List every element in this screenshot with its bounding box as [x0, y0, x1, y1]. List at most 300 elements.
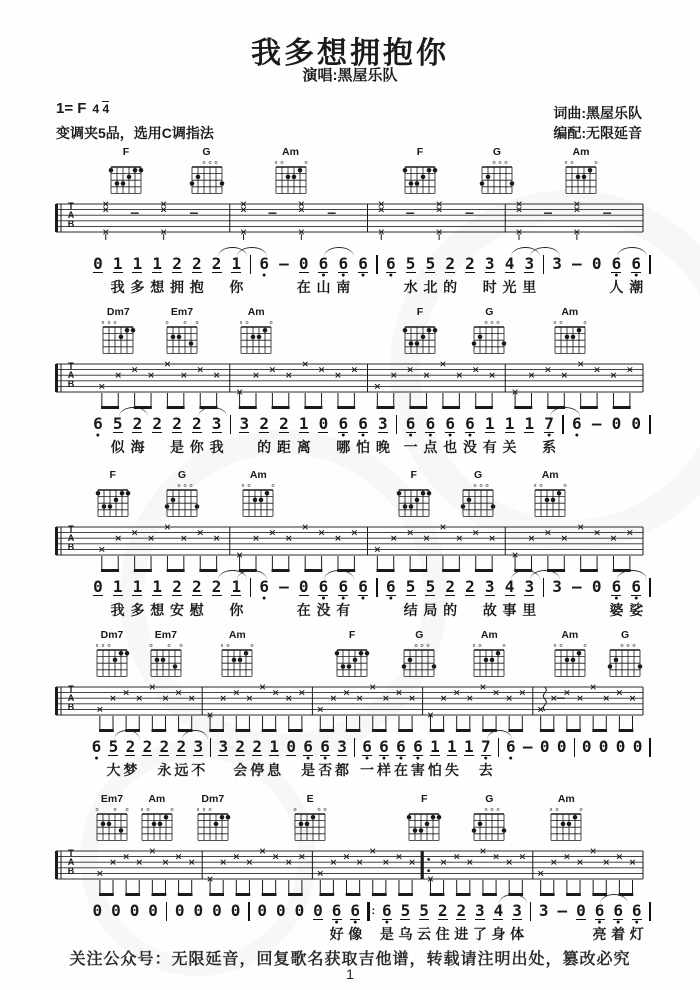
svg-text:o: o — [177, 483, 181, 489]
chord-name: Am — [282, 146, 299, 158]
lyric-char — [572, 926, 591, 944]
note-number: 0 — [93, 254, 103, 273]
note-number: 6 — [405, 414, 416, 433]
chord — [102, 147, 150, 201]
octave-dot: ● — [262, 595, 267, 602]
svg-text:x: x — [549, 807, 553, 813]
svg-text:x: x — [564, 160, 568, 166]
note-number: 0 — [581, 737, 592, 756]
tab-staff — [0, 201, 700, 253]
barline — [210, 738, 211, 757]
melody-token — [539, 415, 559, 457]
note-number: 2 — [152, 414, 163, 433]
lyric-char: 息 — [267, 762, 282, 778]
note-number: 1 — [447, 737, 457, 756]
svg-text:o: o — [559, 643, 563, 649]
svg-text:o: o — [271, 483, 275, 489]
lyric-char: 不 — [191, 762, 206, 778]
melody-token — [207, 578, 227, 620]
melody-token — [401, 415, 421, 457]
octave-dot: ● — [415, 755, 421, 762]
lyric-char: 里 — [522, 279, 537, 295]
chord-row — [0, 792, 700, 850]
note-number: 6 — [331, 901, 342, 920]
note-number: 6 — [631, 254, 642, 273]
note-number: — — [279, 577, 289, 596]
lyric-char: 海 — [130, 439, 145, 455]
melody-token — [471, 902, 490, 944]
note-number: 0 — [631, 414, 642, 433]
melody-token — [440, 415, 460, 457]
measure-barline — [246, 255, 254, 279]
note-number: 5 — [400, 901, 411, 920]
note-number: 3 — [524, 577, 535, 596]
melody-token — [88, 902, 107, 944]
melody-token — [190, 738, 207, 780]
note-number: 3 — [538, 901, 549, 920]
lyric-char: 远 — [174, 762, 189, 778]
chord-diagram — [543, 805, 589, 843]
lyric-char: 否 — [318, 762, 333, 778]
chord-diagram — [329, 641, 375, 679]
melody-token — [460, 578, 480, 620]
octave-dot: ● — [95, 432, 100, 439]
lyric-char — [107, 926, 126, 944]
lyric-char: 身 — [491, 926, 506, 942]
svg-text:o: o — [113, 807, 117, 813]
svg-text:o: o — [502, 643, 506, 649]
note-number: 0 — [615, 737, 626, 756]
melody-token — [167, 415, 187, 457]
lyric-char: 南 — [336, 279, 351, 295]
svg-text:o: o — [183, 320, 187, 326]
svg-text:o: o — [478, 643, 482, 649]
melody-token — [578, 738, 595, 780]
note-number: 2 — [191, 414, 202, 433]
melody-token — [274, 415, 294, 457]
svg-text:o: o — [269, 320, 273, 326]
lyric-char: 亮 — [592, 926, 607, 942]
lyric-char: 在 — [296, 602, 311, 618]
chord-diagram — [474, 158, 520, 196]
octave-dot: ● — [341, 595, 346, 602]
svg-text:T: T — [68, 848, 74, 858]
melody-token — [88, 578, 108, 620]
note-number: 5 — [405, 577, 416, 596]
tab-staff — [0, 848, 700, 900]
note-number: 6 — [386, 254, 396, 273]
chord-name: Am — [541, 469, 559, 481]
melody-token — [612, 738, 629, 780]
lyric-char: 哪 — [336, 439, 351, 455]
note-number: 6 — [572, 414, 582, 433]
note-number: 6 — [505, 737, 516, 756]
note-number: 6 — [465, 414, 475, 433]
chord — [286, 794, 334, 848]
barline — [166, 902, 167, 921]
octave-dot: ● — [341, 272, 346, 279]
note-number: 3 — [239, 414, 250, 433]
melody-token — [626, 578, 646, 620]
svg-text:o: o — [167, 643, 171, 649]
note-number: 3 — [552, 254, 562, 273]
note-number: 6 — [259, 254, 269, 273]
chord-diagram — [233, 318, 279, 356]
svg-text:o: o — [539, 483, 543, 489]
lyric-char: 一 — [360, 762, 375, 778]
melody-token — [314, 255, 334, 297]
melody-token — [440, 255, 460, 297]
chord-diagram — [95, 318, 141, 356]
note-number: 1 — [231, 577, 242, 596]
lyric-char: 多 — [130, 602, 145, 618]
note-number: 2 — [465, 254, 475, 273]
melody-token — [572, 902, 591, 944]
key-signature: 1= F — [56, 100, 87, 117]
svg-text:o: o — [107, 643, 111, 649]
lyric-char: 你 — [229, 602, 244, 618]
chord — [465, 307, 513, 361]
tab-staff — [0, 684, 700, 736]
barline — [649, 255, 650, 274]
octave-dot: ● — [360, 595, 366, 602]
lyric-char: 没 — [462, 439, 477, 455]
melody-token — [274, 578, 294, 620]
lyric-char: 里 — [522, 602, 537, 618]
melody-token — [629, 738, 646, 780]
lyric-char — [460, 279, 480, 297]
lyric-char — [253, 926, 272, 944]
melody-row — [0, 409, 700, 457]
system-5 — [0, 792, 700, 952]
svg-text:o: o — [583, 643, 587, 649]
svg-text:x: x — [533, 483, 537, 489]
lyric-char: 人 — [609, 279, 624, 295]
svg-text:o: o — [146, 807, 150, 813]
system-1 — [0, 145, 700, 305]
svg-text:A: A — [67, 857, 75, 867]
melody-token — [108, 255, 128, 297]
melody-token — [480, 255, 500, 297]
note-number: 3 — [211, 414, 222, 433]
chord — [473, 147, 521, 201]
lyric-char: 系 — [542, 439, 557, 455]
chord-diagram — [396, 641, 442, 679]
lyric-char — [353, 279, 373, 297]
chord-name: F — [410, 469, 417, 481]
note-number: 0 — [632, 737, 643, 756]
lyric-char — [226, 926, 245, 944]
lyric-char — [88, 439, 108, 457]
measure-barline — [646, 738, 654, 762]
note-number: 6 — [611, 254, 622, 273]
note-number: — — [279, 254, 289, 273]
note-number: — — [591, 414, 602, 433]
svg-text:o: o — [484, 320, 488, 326]
svg-text:o: o — [245, 320, 249, 326]
melody-token — [607, 415, 627, 457]
melody-token — [627, 902, 646, 944]
note-number: 6 — [350, 901, 361, 920]
credit-words: 词曲:黑屋乐队 — [553, 105, 642, 121]
measure-barline — [570, 738, 578, 762]
lyric-char — [271, 926, 290, 944]
note-number: 1 — [132, 577, 143, 596]
lyric-char: 光 — [502, 279, 517, 295]
octave-dot: ● — [360, 432, 366, 439]
melody-token — [187, 415, 207, 457]
svg-text:o: o — [484, 807, 488, 813]
svg-text:o: o — [504, 160, 508, 166]
svg-text:x: x — [107, 320, 111, 326]
svg-text:x: x — [95, 643, 99, 649]
melody-token — [567, 578, 587, 620]
melody-token — [440, 578, 460, 620]
note-number: 4 — [493, 901, 504, 920]
chord-diagram — [466, 318, 512, 356]
lyric-char — [283, 762, 300, 780]
melody-token — [147, 255, 167, 297]
chord — [546, 307, 594, 361]
lyric-char: 多 — [130, 279, 145, 295]
lyric-char: 离 — [296, 439, 311, 455]
chord — [189, 794, 237, 848]
note-number: 2 — [456, 901, 467, 920]
note-number: 6 — [338, 414, 349, 433]
svg-text:B: B — [67, 866, 75, 876]
melody-token — [587, 255, 607, 297]
melody-token — [553, 738, 570, 780]
melody-token — [187, 578, 207, 620]
chord-name: Dm7 — [201, 793, 225, 805]
melody-token — [125, 902, 144, 944]
svg-text:o: o — [303, 160, 308, 166]
svg-text:A: A — [67, 210, 75, 220]
note-number: 6 — [93, 414, 103, 433]
lyric-char — [144, 926, 163, 944]
melody-token — [290, 902, 309, 944]
note-number: 2 — [172, 577, 182, 596]
chord — [396, 307, 444, 361]
lyric-char: 是 — [301, 762, 316, 778]
lyric-char — [547, 602, 567, 620]
lyric-char — [502, 762, 519, 780]
lyric-char: 事 — [502, 602, 517, 618]
measure-barline — [494, 738, 502, 762]
lyric-char — [215, 762, 232, 780]
svg-text:x: x — [220, 643, 224, 649]
melody-token — [452, 902, 471, 944]
chord-diagram — [391, 481, 437, 519]
page-number: 1 — [346, 966, 354, 982]
chord-name: Dm7 — [100, 629, 124, 641]
barline — [498, 738, 499, 757]
melody-token — [254, 415, 274, 457]
melody-token — [519, 415, 539, 457]
chord-diagram — [190, 805, 236, 843]
note-number: 0 — [148, 901, 158, 920]
lyric-char: 灯 — [629, 926, 644, 942]
lyric-char — [88, 602, 108, 620]
barline — [562, 415, 563, 434]
chord-diagram — [602, 641, 648, 679]
melody-token — [346, 902, 365, 944]
note-number: 2 — [465, 577, 475, 596]
chord — [94, 307, 142, 361]
chord-diagram — [466, 641, 512, 679]
chord-diagram — [134, 805, 180, 843]
barline — [649, 738, 650, 757]
svg-text:x: x — [101, 643, 105, 649]
note-number: 5 — [425, 577, 436, 596]
note-number: 6 — [382, 901, 392, 920]
lyric-char — [125, 926, 144, 944]
octave-dot: ● — [428, 432, 433, 439]
octave-dot: ● — [381, 755, 387, 762]
lyric-char — [547, 279, 567, 297]
melody-token — [107, 902, 126, 944]
chord-row — [0, 145, 700, 203]
note-number: 1 — [504, 414, 515, 433]
lyric-char: 结 — [403, 602, 418, 618]
note-number: 6 — [338, 577, 349, 596]
melody-token — [232, 738, 249, 780]
note-number: 6 — [318, 577, 329, 596]
lyric-char: 进 — [454, 926, 469, 942]
svg-text:x: x — [553, 320, 557, 326]
chord — [158, 307, 206, 361]
octave-dot: ● — [388, 595, 393, 602]
melody-token — [567, 415, 587, 457]
barline — [574, 738, 575, 757]
svg-text:o: o — [226, 643, 230, 649]
chord — [546, 630, 594, 684]
lyric-char — [309, 926, 328, 944]
chord-diagram — [466, 805, 512, 843]
chord — [183, 147, 231, 201]
lyric-char — [381, 602, 401, 620]
note-number: 6 — [338, 254, 349, 273]
barline — [230, 415, 231, 434]
chord — [88, 794, 136, 848]
melody-token — [226, 255, 246, 297]
measure-barline — [393, 415, 401, 439]
note-number: 6 — [259, 577, 269, 596]
lyric-char — [595, 762, 612, 780]
note-number: 2 — [191, 254, 202, 273]
note-number: 3 — [552, 577, 562, 596]
chord-diagram — [184, 158, 230, 196]
svg-text:o: o — [125, 807, 129, 813]
note-number: 3 — [484, 577, 495, 596]
note-number: 2 — [235, 737, 246, 756]
lyric-char: 拥 — [170, 279, 185, 295]
melody-token — [333, 415, 353, 457]
note-number: 0 — [257, 901, 267, 920]
note-number: 2 — [132, 414, 143, 433]
barline — [354, 738, 355, 757]
lyric-char: 在 — [393, 762, 408, 778]
svg-text:o: o — [208, 807, 212, 813]
octave-dot: ● — [321, 595, 326, 602]
note-number: 1 — [524, 414, 535, 433]
svg-text:A: A — [67, 533, 75, 543]
melody-token — [381, 578, 401, 620]
melody-token — [122, 738, 139, 780]
chord — [526, 470, 574, 524]
note-number: 6 — [358, 254, 368, 273]
measure-barline — [373, 255, 381, 279]
note-number: 6 — [358, 414, 368, 433]
svg-text:o: o — [485, 483, 489, 489]
svg-text:x: x — [101, 320, 105, 326]
note-number: 2 — [191, 577, 202, 596]
lyric-char: 好 — [329, 926, 344, 942]
lyric-char — [587, 279, 607, 297]
note-number: 2 — [125, 737, 136, 756]
melody-token — [460, 415, 480, 457]
chord-name: Am — [249, 469, 267, 481]
chord-diagram — [527, 481, 573, 519]
svg-text:o: o — [620, 643, 624, 649]
lyric-char: 怕 — [427, 762, 442, 778]
melody-token — [547, 578, 567, 620]
note-number: 0 — [212, 901, 222, 920]
note-number: 0 — [598, 737, 609, 756]
melody-token — [249, 738, 266, 780]
svg-text:o: o — [426, 643, 430, 649]
lyric-char: 你 — [189, 439, 204, 455]
lyric-char — [189, 926, 208, 944]
lyric-char: 了 — [472, 926, 487, 942]
measure-barline — [351, 738, 359, 762]
octave-dot: ● — [262, 272, 267, 279]
lyric-char: 体 — [510, 926, 525, 942]
lyric-char: 去 — [478, 762, 493, 778]
lyric-char: 你 — [229, 279, 244, 295]
svg-text:o: o — [189, 483, 193, 489]
lyric-char — [254, 602, 274, 620]
note-number: 2 — [211, 254, 222, 273]
melody-token — [187, 255, 207, 297]
barline — [543, 255, 544, 274]
note-number: 3 — [193, 737, 204, 756]
chord — [395, 630, 443, 684]
measure-barline — [373, 578, 381, 602]
note-number: 2 — [176, 737, 187, 756]
chord-diagram — [214, 641, 260, 679]
note-number: 0 — [193, 901, 204, 920]
melody-token — [105, 738, 122, 780]
lyric-char — [254, 279, 274, 297]
chord-diagram — [235, 481, 281, 519]
lyric-char: 云 — [417, 926, 432, 942]
octave-dot: ● — [408, 432, 413, 439]
lyric-char: 距 — [276, 439, 291, 455]
melody-token — [626, 415, 646, 457]
tab-staff — [0, 361, 700, 413]
lyric-char — [519, 439, 539, 457]
melody-token — [128, 578, 148, 620]
melody-token — [519, 255, 539, 297]
chord-name: G — [474, 469, 483, 481]
svg-text:o: o — [555, 807, 559, 813]
chord-diagram — [89, 805, 135, 843]
chord — [234, 470, 282, 524]
lyric-char: 大 — [106, 762, 121, 778]
lyric-char: 在 — [296, 279, 311, 295]
lyric-char — [567, 279, 587, 297]
